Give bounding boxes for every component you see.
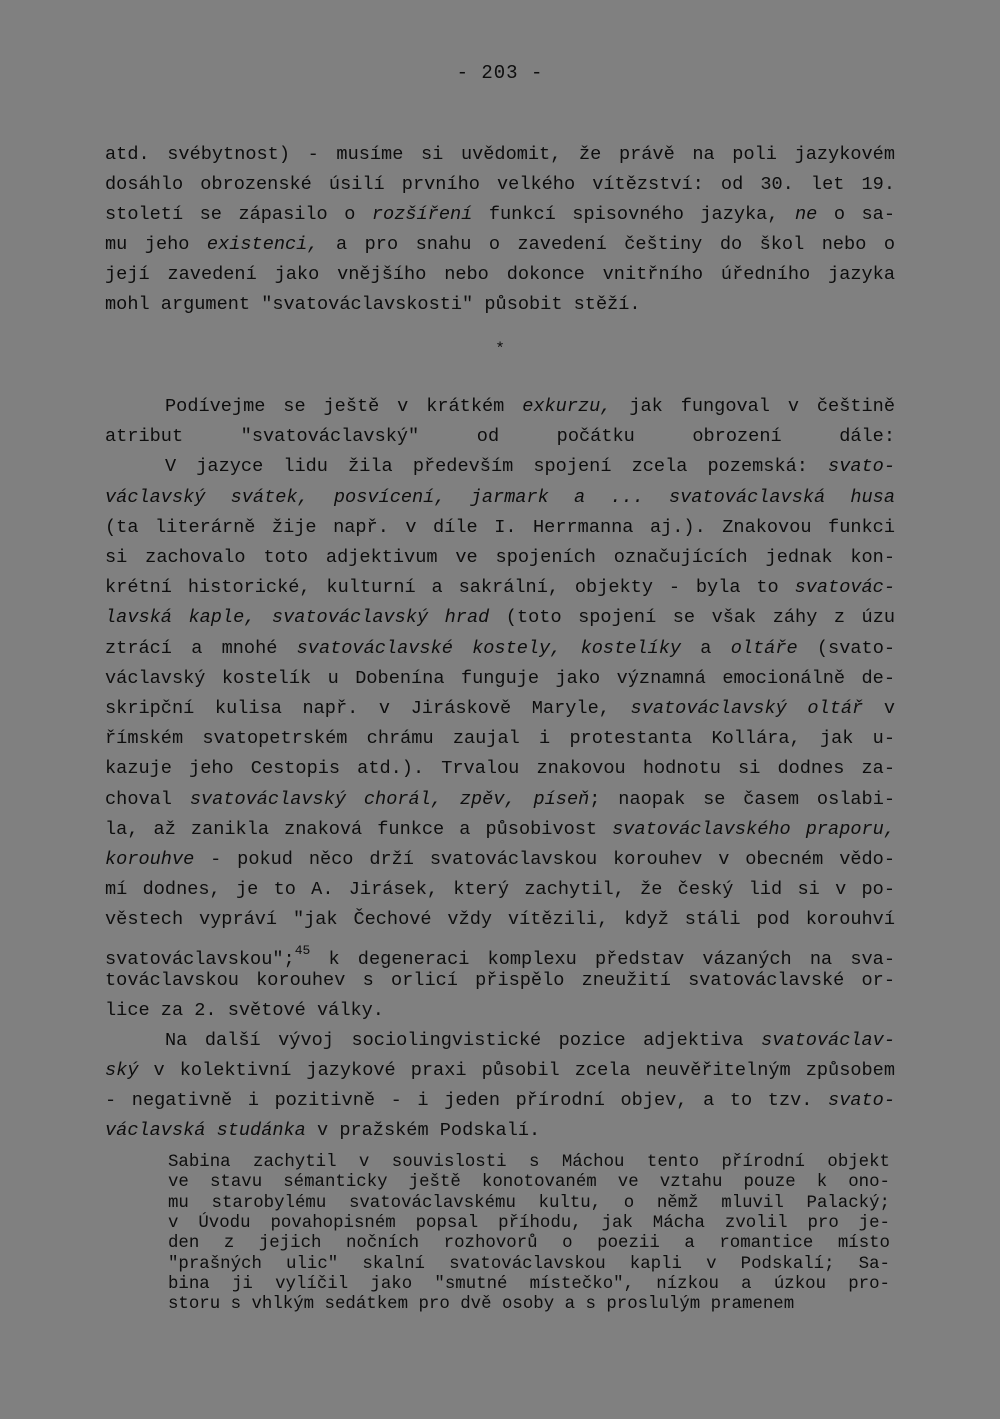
text-run: ztrácí a mnohé: [105, 637, 297, 659]
text-line: [105, 1116, 895, 1146]
text-line: [105, 754, 895, 784]
text-line: [105, 815, 895, 845]
text-run: ský: [105, 1060, 139, 1081]
text-run: a pro snahu o zavedení češtiny do škol nebo o: [318, 234, 896, 255]
text-run: Na další vývoj sociolingvistické pozice adjektiva: [165, 1030, 762, 1051]
quote-line: storu s vhlkým sedátkem pro dvě osoby a s proslulým pramenem: [168, 1295, 795, 1315]
text-run: existenci,: [206, 234, 319, 255]
text-line: [105, 634, 895, 664]
text-run: svato-: [828, 1090, 895, 1111]
text-run: jak fungoval v češtině: [611, 396, 895, 417]
text-line: [105, 905, 895, 935]
text-run: korouhve: [105, 849, 195, 870]
text-run: mohl argument "svatováclavskosti" působit stěží.: [105, 294, 641, 315]
text-run: la, až zanikla znaková funkce a působivost: [105, 818, 613, 840]
text-run: oltáře: [730, 637, 798, 659]
quote-line: mu starobylému svatováclavskému kultu, o němž mluvil Palacký;: [168, 1193, 890, 1213]
text-line: [105, 483, 895, 513]
text-run: svatováclavský chorál, zpěv, píseň: [189, 788, 590, 810]
text-run: atd. svébytnost) - musíme si uvědomit, že právě na poli jazykovém: [105, 144, 895, 165]
text-line: [105, 996, 895, 1026]
text-line: [165, 392, 895, 422]
text-run: václavská studánka: [105, 1120, 306, 1141]
text-run: továclavskou korouhev s orlicí přispělo zneužití svatováclavské or-: [105, 969, 895, 991]
text-run: ne: [795, 204, 818, 225]
text-run: svatováclav-: [761, 1030, 895, 1051]
text-run: v kolektivní jazykové praxi působil zcela neuvěřitelným způsobem: [138, 1060, 895, 1081]
text-line: [105, 200, 895, 230]
text-run: mu jeho: [105, 234, 207, 255]
text-line: [105, 573, 895, 603]
text-run: krétní historické, kulturní a sakrální, objekty - byla to: [105, 577, 795, 599]
quote-line: v Úvodu povahopisném popsal příhodu, jak Mácha zvolil pro je-: [168, 1213, 890, 1233]
text-run: atribut "svatováclavský" od počátku obrození dále:: [105, 426, 895, 448]
text-run: věstech vypráví "jak Čechové vždy vítězili, když stáli pod korouhví: [105, 909, 895, 931]
text-run: Podívejme se ještě v krátkém: [165, 396, 523, 417]
section-separator: *: [495, 340, 505, 358]
text-run: ; naopak se časem oslabi-: [589, 788, 896, 810]
page-number: - 203 -: [456, 62, 544, 84]
text-run: (ta literárně žije např. v díle I. Herrmanna aj.). Znakovou funkci: [105, 516, 895, 538]
text-line: [105, 785, 895, 815]
text-run: svato-: [828, 456, 895, 478]
text-run: - pokud něco drží svatováclavskou korouhev v obecném vědo-: [194, 849, 895, 870]
text-line: [165, 1026, 895, 1056]
text-run: funkcí spisovného jazyka,: [472, 204, 796, 225]
text-run: svatováclavský oltář: [630, 698, 864, 719]
text-line: [105, 543, 895, 573]
text-line: [105, 664, 895, 694]
text-run: (toto spojení se však záhy z úzu: [489, 607, 896, 629]
text-run: k degeneraci komplexu představ vázaných na sva-: [310, 948, 895, 970]
text-run: římském svatopetrském chrámu zaujal i protestanta Kollára, jak u-: [105, 728, 895, 750]
text-run: svatovác-: [794, 577, 895, 599]
text-run: její zavedení jako vnějšího nebo dokonce vnitřního úředního jazyka: [105, 264, 895, 285]
text-run: choval: [105, 788, 190, 810]
text-line: [105, 1086, 895, 1116]
footnote-ref: 45: [294, 942, 311, 958]
text-run: exkurzu,: [522, 396, 612, 417]
text-line: [165, 452, 895, 482]
text-run: svatováclavského praporu,: [612, 818, 895, 840]
text-run: václavský kostelík u Dobenína funguje jako významná emocionálně de-: [105, 667, 895, 689]
text-run: V jazyce lidu žila především spojení zcela pozemská:: [165, 456, 829, 478]
text-line: [105, 875, 895, 905]
text-line: [105, 170, 895, 200]
text-line: [105, 936, 895, 970]
text-run: václavský svátek, posvícení, jarmark a ... svatováclavská husa: [105, 486, 895, 508]
quote-line: ve stavu sémanticky ještě konotovaném ve vztahu pouze k ono-: [168, 1173, 890, 1193]
text-run: kazuje jeho Cestopis atd.). Trvalou znakovou hodnotu si dodnes za-: [105, 758, 895, 780]
text-run: - negativně i pozitivně - i jeden přírodní objev, a to tzv.: [105, 1090, 829, 1111]
text-line: [105, 724, 895, 754]
text-run: si zachovalo toto adjektivum ve spojeních označujících jednak kon-: [105, 547, 895, 568]
text-line: [105, 1056, 895, 1086]
text-line: [105, 140, 895, 170]
text-run: dosáhlo obrozenské úsilí prvního velkého vítězství: od 30. let 19.: [105, 174, 895, 195]
text-line: [105, 694, 895, 724]
text-run: lavská kaple, svatováclavský hrad: [105, 607, 490, 629]
text-line: [105, 422, 895, 452]
text-line: [105, 845, 895, 875]
text-run: století se zápasilo o: [105, 204, 372, 225]
text-line: [105, 513, 895, 543]
text-line: [105, 230, 895, 260]
text-run: rozšíření: [371, 204, 473, 225]
quote-line: den z jejich nočních rozhovorů o poezii a romantice místo: [168, 1234, 890, 1254]
text-line: [105, 260, 895, 290]
text-run: skripční kulisa např. v Jiráskově Maryle,: [105, 698, 631, 719]
quote-line: bina ji vylíčil jako "smutné místečko", nízkou a úzkou pro-: [168, 1274, 890, 1294]
text-line: [105, 603, 895, 633]
text-run: svatováclavskou";: [105, 948, 295, 970]
text-line: [105, 966, 895, 996]
text-run: lice za 2. světové války.: [105, 1000, 384, 1021]
text-run: mí dodnes, je to A. Jirásek, který zachytil, že český lid si v po-: [105, 879, 895, 901]
text-run: svatováclavské kostely, kostelíky: [296, 637, 682, 659]
text-run: o sa-: [817, 204, 895, 225]
text-run: (svato-: [797, 637, 896, 659]
text-line: [105, 290, 895, 320]
text-run: a: [681, 637, 731, 659]
quote-line: "prašných ulic" skalní svatováclavskou kapli v Podskalí; Sa-: [168, 1254, 890, 1274]
quote-line: Sabina zachytil v souvislosti s Máchou tento přírodní objekt: [168, 1153, 890, 1172]
text-run: v: [863, 698, 896, 719]
text-run: v pražském Podskalí.: [305, 1120, 541, 1141]
